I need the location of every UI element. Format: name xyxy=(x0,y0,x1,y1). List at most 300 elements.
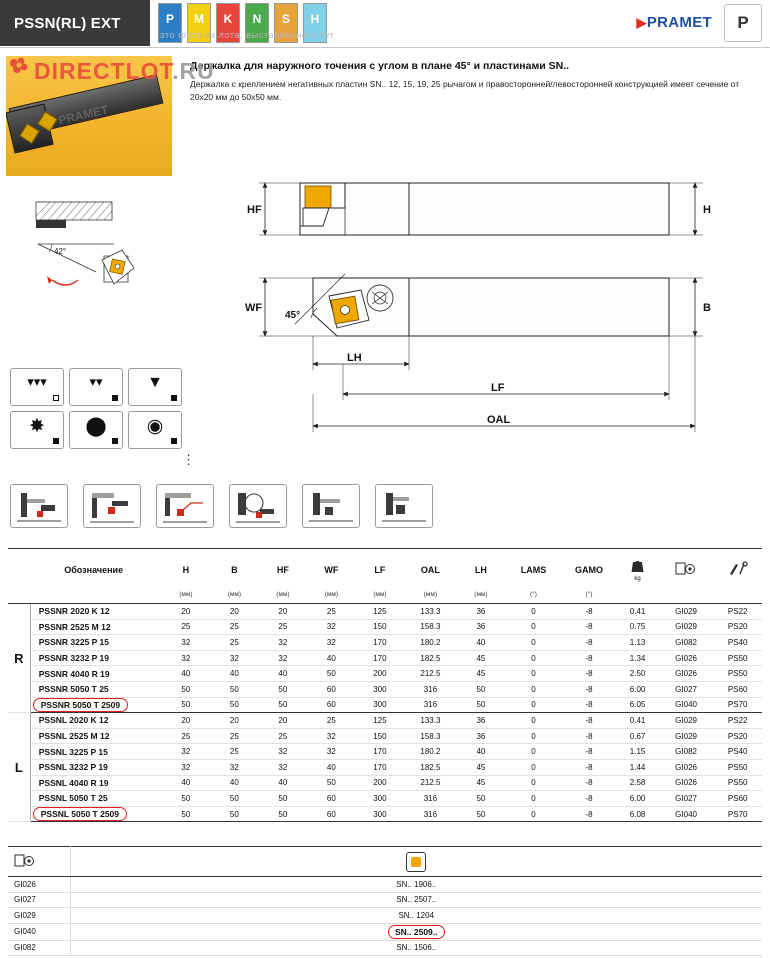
cell-h: 32 xyxy=(162,635,211,651)
description-heading: Держалка для наружного точения с углом в плане 45° и пластинами SN.. xyxy=(190,60,570,72)
cell-gamo: -8 xyxy=(562,791,617,807)
header-cell-key xyxy=(713,549,762,591)
cell-lams: 0 xyxy=(505,681,562,697)
insert-row[interactable] xyxy=(8,940,762,956)
cell-b: 20 xyxy=(210,604,259,620)
label-h: H xyxy=(703,204,711,216)
cell-insert: GI029 xyxy=(659,713,714,729)
table-row[interactable] xyxy=(8,681,762,697)
header-cell-insert xyxy=(659,549,714,591)
table-row[interactable] xyxy=(8,806,762,822)
cell-b: 40 xyxy=(210,666,259,682)
label-wf: WF xyxy=(245,302,263,314)
cell-key: PS20 xyxy=(713,728,762,744)
cell-lh: 40 xyxy=(457,635,506,651)
cell-lh: 36 xyxy=(457,728,506,744)
header-cell-h: H xyxy=(162,549,211,591)
cell-insert: GI040 xyxy=(659,806,714,822)
section-view-diagram xyxy=(18,198,168,308)
unit-lh: (мм) xyxy=(457,591,506,604)
cell-kg: 6.08 xyxy=(616,806,658,822)
cell-lh: 36 xyxy=(457,713,506,729)
unit-lf: (мм) xyxy=(356,591,405,604)
watermark xyxy=(34,58,215,85)
cell-wf: 60 xyxy=(307,791,356,807)
insert-reference-table xyxy=(8,846,762,956)
cell-kg: 2.58 xyxy=(616,775,658,791)
cell-key: PS70 xyxy=(713,697,762,713)
insert-code: GI026 xyxy=(8,877,70,893)
cell-lams: 0 xyxy=(505,635,562,651)
cell-gamo: -8 xyxy=(562,666,617,682)
cell-gamo: -8 xyxy=(562,744,617,760)
watermark-suffix: .RU xyxy=(172,58,215,84)
cell-lams: 0 xyxy=(505,619,562,635)
description-block xyxy=(190,60,750,104)
unit-h: (мм) xyxy=(162,591,211,604)
cell-oal: 158.3 xyxy=(404,619,457,635)
cell-h: 32 xyxy=(162,759,211,775)
cell-h: 32 xyxy=(162,744,211,760)
header-cell-group xyxy=(8,549,30,591)
cell-wf: 60 xyxy=(307,697,356,713)
cell-b: 50 xyxy=(210,791,259,807)
cell-kg: 1.15 xyxy=(616,744,658,760)
cell-h: 50 xyxy=(162,791,211,807)
cell-lf: 300 xyxy=(356,806,405,822)
cell-insert: GI026 xyxy=(659,759,714,775)
cell-name: PSSNL 5050 T 25 xyxy=(30,791,161,807)
cell-lf: 200 xyxy=(356,775,405,791)
insert-table-header-code xyxy=(8,847,70,877)
cell-wf: 40 xyxy=(307,650,356,666)
cell-kg: 0.41 xyxy=(616,713,658,729)
photo-engraving: PRAMET xyxy=(57,102,110,128)
insert-designation-highlighted xyxy=(70,923,762,940)
cell-lams: 0 xyxy=(505,697,562,713)
cell-hf: 50 xyxy=(259,697,308,713)
insert-row[interactable] xyxy=(8,877,762,893)
insert-designation: SN.. 2507.. xyxy=(70,892,762,908)
table-units-row xyxy=(8,591,762,604)
chamfer-single-icon: ▼ xyxy=(128,368,182,406)
header-cell-lh: LH xyxy=(457,549,506,591)
specification-table-wrapper xyxy=(8,548,762,822)
header-cell-lams: LAMS xyxy=(505,549,562,591)
unit-wf: (мм) xyxy=(307,591,356,604)
cell-insert: GI082 xyxy=(659,744,714,760)
unit-b: (мм) xyxy=(210,591,259,604)
cell-gamo: -8 xyxy=(562,635,617,651)
header-cell-gamo: GAMO xyxy=(562,549,617,591)
insert-table-header xyxy=(8,847,762,877)
cell-insert: GI026 xyxy=(659,650,714,666)
cell-oal: 158.3 xyxy=(404,728,457,744)
cell-lams: 0 xyxy=(505,604,562,620)
material-group-k-label: K xyxy=(217,4,239,33)
cell-kg: 1.44 xyxy=(616,759,658,775)
table-row[interactable] xyxy=(8,650,762,666)
feature-icon-strip xyxy=(10,484,433,528)
cell-hf: 32 xyxy=(259,744,308,760)
feature-icon-profiling xyxy=(156,484,214,528)
insert-row[interactable] xyxy=(8,908,762,924)
feature-icon-boring xyxy=(375,484,433,528)
cell-name: PSSNR 2525 M 12 xyxy=(30,619,161,635)
cell-hf: 32 xyxy=(259,759,308,775)
cell-oal: 182.5 xyxy=(404,650,457,666)
table-row[interactable] xyxy=(8,697,762,713)
cell-lh: 45 xyxy=(457,666,506,682)
cell-insert: GI029 xyxy=(659,728,714,744)
table-row[interactable] xyxy=(8,759,762,775)
label-oal: OAL xyxy=(487,414,511,426)
cell-h: 20 xyxy=(162,713,211,729)
table-row[interactable] xyxy=(8,744,762,760)
feature-icon-facing xyxy=(83,484,141,528)
cell-oal: 182.5 xyxy=(404,759,457,775)
cell-lf: 300 xyxy=(356,791,405,807)
cell-kg: 1.13 xyxy=(616,635,658,651)
cell-oal: 133.3 xyxy=(404,713,457,729)
cell-wf: 50 xyxy=(307,775,356,791)
cell-wf: 32 xyxy=(307,744,356,760)
cell-lams: 0 xyxy=(505,650,562,666)
cell-gamo: -8 xyxy=(562,681,617,697)
table-row[interactable] xyxy=(8,728,762,744)
table-body xyxy=(8,604,762,822)
cell-key: PS60 xyxy=(713,681,762,697)
watermark-flower-icon xyxy=(8,56,30,78)
feature-icon-turning xyxy=(10,484,68,528)
cell-lf: 170 xyxy=(356,635,405,651)
cell-name: PSSNR 4040 R 19 xyxy=(30,666,161,682)
cell-lh: 45 xyxy=(457,650,506,666)
cell-insert: GI029 xyxy=(659,619,714,635)
cell-key: PS40 xyxy=(713,744,762,760)
cell-insert: GI027 xyxy=(659,791,714,807)
cell-name: PSSNR 3232 P 19 xyxy=(30,650,161,666)
insert-table-header-insert xyxy=(70,847,762,877)
cell-oal: 180.2 xyxy=(404,744,457,760)
cell-wf: 25 xyxy=(307,604,356,620)
cell-lams: 0 xyxy=(505,791,562,807)
cell-h: 25 xyxy=(162,728,211,744)
cell-lf: 170 xyxy=(356,744,405,760)
cell-oal: 316 xyxy=(404,791,457,807)
cell-wf: 60 xyxy=(307,681,356,697)
insert-designation: SN.. 1506.. xyxy=(70,940,762,956)
page-header xyxy=(0,0,770,48)
material-group-h-label: H xyxy=(304,4,326,33)
insert-code: GI027 xyxy=(8,892,70,908)
chamfer-double-icon: ▾▾ xyxy=(69,368,123,406)
cell-key: PS50 xyxy=(713,666,762,682)
cell-hf: 50 xyxy=(259,681,308,697)
cell-gamo: -8 xyxy=(562,713,617,729)
cell-name: PSSNL 2525 M 12 xyxy=(30,728,161,744)
cell-lams: 0 xyxy=(505,728,562,744)
cell-insert: GI029 xyxy=(659,604,714,620)
watermark-caption: это фото из лота, выставленного тут xyxy=(160,30,335,40)
cell-key: PS22 xyxy=(713,604,762,620)
cell-lh: 50 xyxy=(457,791,506,807)
cell-b: 50 xyxy=(210,697,259,713)
group-label-r: R xyxy=(8,604,30,713)
cell-b: 40 xyxy=(210,775,259,791)
watermark-text: DIRECTLOT xyxy=(34,58,173,84)
label-hf: HF xyxy=(247,204,262,216)
cell-wf: 32 xyxy=(307,728,356,744)
cell-key: PS70 xyxy=(713,806,762,822)
cell-lams: 0 xyxy=(505,666,562,682)
cell-name: PSSNL 3232 P 19 xyxy=(30,759,161,775)
group-badge: P xyxy=(724,4,762,42)
cell-wf: 50 xyxy=(307,666,356,682)
cell-lh: 40 xyxy=(457,744,506,760)
cell-insert: GI026 xyxy=(659,666,714,682)
cell-insert: GI026 xyxy=(659,775,714,791)
cell-gamo: -8 xyxy=(562,604,617,620)
cell-h: 32 xyxy=(162,650,211,666)
cell-oal: 212.5 xyxy=(404,775,457,791)
cell-kg: 2.50 xyxy=(616,666,658,682)
highlighted-part-number: PSSNL 5050 T 2509 xyxy=(33,807,127,821)
insert-reference-table-wrapper xyxy=(8,846,762,956)
cell-lams: 0 xyxy=(505,744,562,760)
table-header-row xyxy=(8,549,762,591)
application-icon-grid xyxy=(10,368,190,454)
cell-gamo: -8 xyxy=(562,619,617,635)
cell-kg: 6.05 xyxy=(616,697,658,713)
cell-b: 20 xyxy=(210,713,259,729)
cell-wf: 40 xyxy=(307,759,356,775)
unit-gamo: (°) xyxy=(562,591,617,604)
cell-name: PSSNR 5050 T 25 xyxy=(30,681,161,697)
cell-key: PS40 xyxy=(713,635,762,651)
insert-code: GI040 xyxy=(8,923,70,940)
cell-b: 25 xyxy=(210,619,259,635)
cell-name-highlighted xyxy=(30,697,161,713)
cell-oal: 133.3 xyxy=(404,604,457,620)
cell-oal: 316 xyxy=(404,697,457,713)
cell-name-highlighted xyxy=(30,806,161,822)
cell-hf: 32 xyxy=(259,635,308,651)
material-group-m-label: M xyxy=(188,4,210,33)
cell-lh: 45 xyxy=(457,775,506,791)
insert-code: GI029 xyxy=(8,908,70,924)
cell-name: PSSNL 4040 R 19 xyxy=(30,775,161,791)
cell-h: 50 xyxy=(162,697,211,713)
cell-insert: GI040 xyxy=(659,697,714,713)
unit-oal: (мм) xyxy=(404,591,457,604)
cell-lf: 150 xyxy=(356,728,405,744)
cell-key: PS60 xyxy=(713,791,762,807)
icon-row-2 xyxy=(10,411,190,449)
cell-lh: 36 xyxy=(457,604,506,620)
unit-hf: (мм) xyxy=(259,591,308,604)
table-row[interactable] xyxy=(8,775,762,791)
insert-icon xyxy=(406,852,426,872)
cell-hf: 32 xyxy=(259,650,308,666)
cell-lf: 200 xyxy=(356,666,405,682)
cell-lh: 36 xyxy=(457,619,506,635)
label-lf: LF xyxy=(491,382,505,394)
cell-name: PSSNL 2020 K 12 xyxy=(30,713,161,729)
header-cell-lf: LF xyxy=(356,549,405,591)
cell-lf: 125 xyxy=(356,713,405,729)
cell-wf: 32 xyxy=(307,619,356,635)
cell-oal: 316 xyxy=(404,806,457,822)
brand-logo xyxy=(637,14,712,31)
page-title: PSSN(RL) EXT xyxy=(14,14,121,32)
cell-lams: 0 xyxy=(505,713,562,729)
cell-key: PS50 xyxy=(713,759,762,775)
cell-lf: 170 xyxy=(356,650,405,666)
cell-h: 50 xyxy=(162,806,211,822)
description-body: Держалка с креплением негативных пластин SN.. 12, 15, 19, 25 рычагом и правосторонней/левосторонней конструкцией имеет сечение от 20x20 мм до 50x50 мм. xyxy=(190,79,740,102)
brand-name: PRAMET xyxy=(646,14,712,31)
cell-lams: 0 xyxy=(505,775,562,791)
cell-b: 25 xyxy=(210,728,259,744)
cell-wf: 32 xyxy=(307,635,356,651)
specification-table xyxy=(8,548,762,822)
material-group-n-label: N xyxy=(246,4,268,33)
cell-lams: 0 xyxy=(505,759,562,775)
cell-hf: 25 xyxy=(259,728,308,744)
cell-lh: 50 xyxy=(457,681,506,697)
cell-gamo: -8 xyxy=(562,728,617,744)
cell-h: 25 xyxy=(162,619,211,635)
cell-gamo: -8 xyxy=(562,806,617,822)
table-row[interactable] xyxy=(8,604,762,620)
cell-key: PS50 xyxy=(713,650,762,666)
cell-kg: 0.67 xyxy=(616,728,658,744)
cell-lf: 170 xyxy=(356,759,405,775)
table-row[interactable] xyxy=(8,666,762,682)
cell-wf: 25 xyxy=(307,713,356,729)
cell-lf: 300 xyxy=(356,681,405,697)
feature-icon-copying xyxy=(229,484,287,528)
cell-name: PSSNR 2020 K 12 xyxy=(30,604,161,620)
cell-hf: 20 xyxy=(259,713,308,729)
material-group-p-label: P xyxy=(159,4,181,33)
cell-lams: 0 xyxy=(505,806,562,822)
material-group-s-label: S xyxy=(275,4,297,33)
product-title-box xyxy=(0,0,150,46)
cell-oal: 316 xyxy=(404,681,457,697)
icon-row-1 xyxy=(10,368,190,406)
chamfer-triple-icon: ▾▾▾ xyxy=(10,368,64,406)
cell-h: 40 xyxy=(162,775,211,791)
insert-designation: SN.. 1906.. xyxy=(70,877,762,893)
cell-hf: 50 xyxy=(259,806,308,822)
cell-b: 50 xyxy=(210,681,259,697)
cell-b: 50 xyxy=(210,806,259,822)
cell-oal: 180.2 xyxy=(404,635,457,651)
insert-row[interactable] xyxy=(8,923,762,940)
table-row[interactable] xyxy=(8,713,762,729)
cell-lh: 50 xyxy=(457,806,506,822)
cell-hf: 40 xyxy=(259,666,308,682)
cell-lf: 150 xyxy=(356,619,405,635)
cell-h: 20 xyxy=(162,604,211,620)
cell-hf: 20 xyxy=(259,604,308,620)
cell-key: PS22 xyxy=(713,713,762,729)
cell-kg: 6.00 xyxy=(616,791,658,807)
cell-kg: 0.41 xyxy=(616,604,658,620)
cell-insert: GI027 xyxy=(659,681,714,697)
header-cell-b: B xyxy=(210,549,259,591)
unit-lams: (°) xyxy=(505,591,562,604)
cell-gamo: -8 xyxy=(562,650,617,666)
insert-code: GI082 xyxy=(8,940,70,956)
cell-b: 25 xyxy=(210,744,259,760)
cell-insert: GI082 xyxy=(659,635,714,651)
cell-lf: 300 xyxy=(356,697,405,713)
group-label-l: L xyxy=(8,713,30,822)
label-b: B xyxy=(703,302,711,314)
circle-profile-icon: ◉ xyxy=(128,411,182,449)
round-profile-icon: ⬤ xyxy=(69,411,123,449)
highlighted-part-number: PSSNR 5050 T 2509 xyxy=(33,698,128,712)
cell-b: 32 xyxy=(210,759,259,775)
cell-gamo: -8 xyxy=(562,697,617,713)
cell-h: 40 xyxy=(162,666,211,682)
cell-oal: 212.5 xyxy=(404,666,457,682)
table-row[interactable] xyxy=(8,635,762,651)
cell-hf: 50 xyxy=(259,791,308,807)
cell-gamo: -8 xyxy=(562,759,617,775)
table-row[interactable] xyxy=(8,619,762,635)
label-45: 45° xyxy=(285,310,301,321)
cell-b: 32 xyxy=(210,650,259,666)
brand-mark-icon: ▶ xyxy=(636,15,647,30)
cell-lf: 125 xyxy=(356,604,405,620)
header-cell-weight: kg xyxy=(616,549,658,591)
cell-hf: 25 xyxy=(259,619,308,635)
star-profile-icon: ✸ xyxy=(10,411,64,449)
cell-kg: 6.00 xyxy=(616,681,658,697)
header-cell-designation: Обозначение xyxy=(30,549,161,591)
header-cell-oal: OAL xyxy=(404,549,457,591)
header-cell-hf: HF xyxy=(259,549,308,591)
cell-wf: 60 xyxy=(307,806,356,822)
svg-text:42°: 42° xyxy=(54,247,67,256)
cell-key: PS20 xyxy=(713,619,762,635)
cell-lh: 50 xyxy=(457,697,506,713)
cell-name: PSSNL 3225 P 15 xyxy=(30,744,161,760)
label-lh: LH xyxy=(347,352,362,364)
cell-gamo: -8 xyxy=(562,775,617,791)
cell-b: 25 xyxy=(210,635,259,651)
cell-kg: 0.75 xyxy=(616,619,658,635)
header-cell-wf: WF xyxy=(307,549,356,591)
cell-lh: 45 xyxy=(457,759,506,775)
feature-icon-grooving xyxy=(302,484,360,528)
highlighted-insert-designation: SN.. 2509.. xyxy=(388,925,445,939)
insert-designation: SN.. 1204 xyxy=(70,908,762,924)
insert-row[interactable] xyxy=(8,892,762,908)
icon-grid-ellipsis: ⋮ xyxy=(182,452,195,467)
cell-name: PSSNR 3225 P 15 xyxy=(30,635,161,651)
technical-drawing xyxy=(225,168,765,468)
cell-h: 50 xyxy=(162,681,211,697)
cell-kg: 1.34 xyxy=(616,650,658,666)
cell-hf: 40 xyxy=(259,775,308,791)
cell-key: PS50 xyxy=(713,775,762,791)
table-row[interactable] xyxy=(8,791,762,807)
